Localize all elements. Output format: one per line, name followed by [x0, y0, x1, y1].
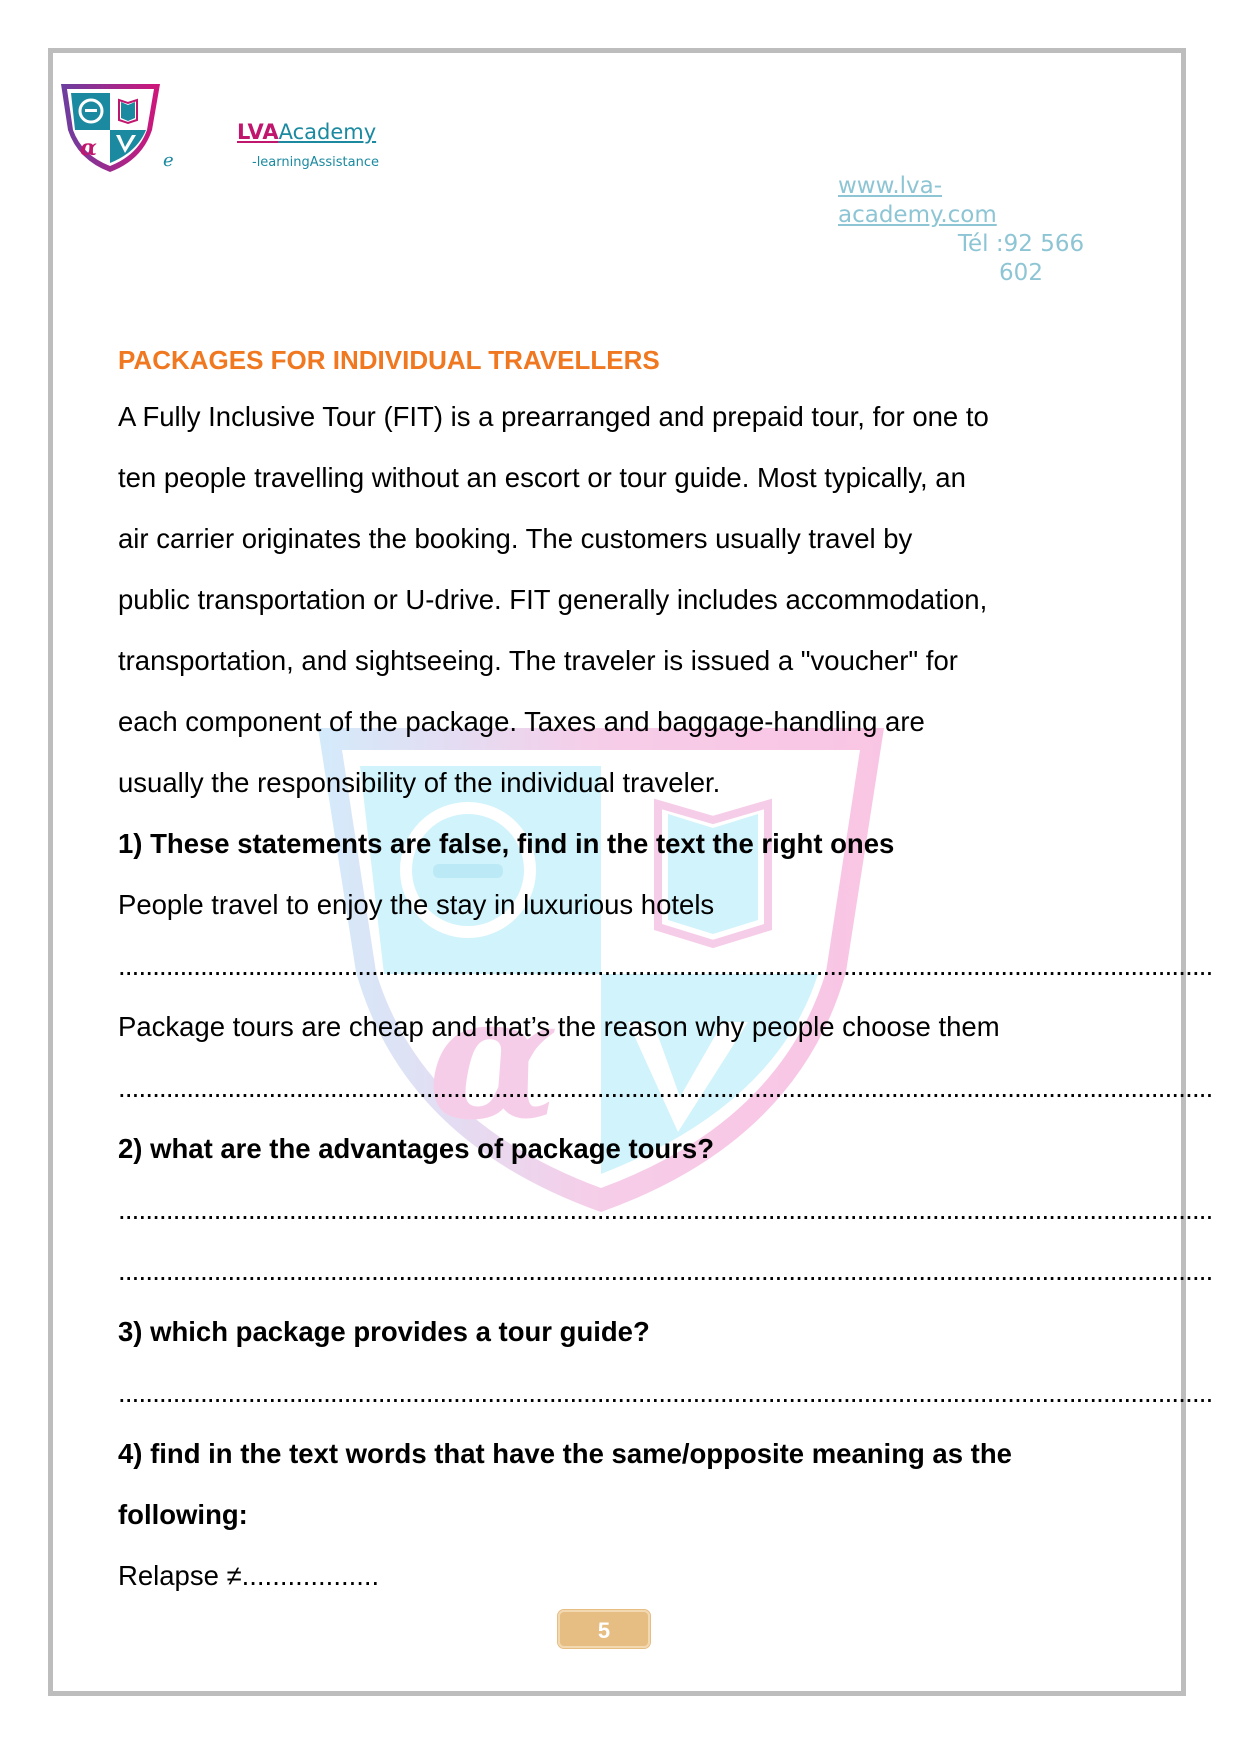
- paragraph-line: transportation, and sightseeing. The traveler is issued a "voucher" for: [118, 645, 958, 676]
- answer-line[interactable]: ................................................................................................................................................................: [118, 1194, 1213, 1225]
- website-line-2[interactable]: academy.com: [838, 202, 997, 228]
- paragraph-line: usually the responsibility of the individual traveler.: [118, 767, 721, 798]
- answer-line[interactable]: ................................................................................................................................................................: [118, 950, 1213, 981]
- paragraph-line: air carrier originates the booking. The customers usually travel by: [118, 523, 913, 554]
- brand-name: [237, 120, 376, 144]
- section-title: PACKAGES FOR INDIVIDUAL TRAVELLERS: [118, 345, 660, 375]
- q1-statement-2: Package tours are cheap and that’s the reason why people choose them: [118, 1011, 1000, 1042]
- svg-text:α: α: [428, 958, 559, 1158]
- brand-lva: LVA: [237, 120, 279, 144]
- question-4-line-1: 4) find in the text words that have the same/opposite meaning as the: [118, 1438, 1012, 1469]
- phone-line-1: Tél :92 566: [957, 231, 1085, 257]
- paragraph-line: each component of the package. Taxes and baggage-handling are: [118, 706, 925, 737]
- q1-statement-1: People travel to enjoy the stay in luxurious hotels: [118, 889, 715, 920]
- website-link[interactable]: [838, 172, 1038, 230]
- answer-line[interactable]: ................................................................................................................................................................: [118, 1255, 1213, 1286]
- answer-line[interactable]: ................................................................................................................................................................: [118, 1377, 1213, 1408]
- q4-item-relapse[interactable]: Relapse ≠..................: [118, 1560, 380, 1591]
- brand-academy: Academy: [278, 120, 377, 144]
- phone-line-2: 602: [999, 260, 1043, 286]
- shield-logo-icon: [58, 80, 163, 173]
- answer-line[interactable]: ................................................................................................................................................................: [118, 1072, 1213, 1103]
- question-3: 3) which package provides a tour guide?: [118, 1316, 650, 1347]
- svg-text:α: α: [80, 135, 97, 161]
- question-2: 2) what are the advantages of package tours?: [118, 1133, 715, 1164]
- paragraph-line: ten people travelling without an escort or tour guide. Most typically, an: [118, 462, 966, 493]
- page-number-badge: 5: [558, 1610, 650, 1648]
- paragraph-line: A Fully Inclusive Tour (FIT) is a prearranged and prepaid tour, for one to: [118, 401, 989, 432]
- website-line-1[interactable]: www.lva-: [838, 173, 943, 199]
- brand-tagline: -learningAssistance: [252, 155, 379, 170]
- paragraph-line: public transportation or U-drive. FIT generally includes accommodation,: [118, 584, 988, 615]
- contact-block: [838, 172, 1098, 288]
- question-4-line-2: following:: [118, 1499, 248, 1530]
- phone-number: [838, 230, 1091, 288]
- question-1: 1) These statements are false, find in the text the right ones: [118, 828, 895, 859]
- logo-letter-e: e: [163, 150, 174, 171]
- document-body: [118, 340, 1213, 1606]
